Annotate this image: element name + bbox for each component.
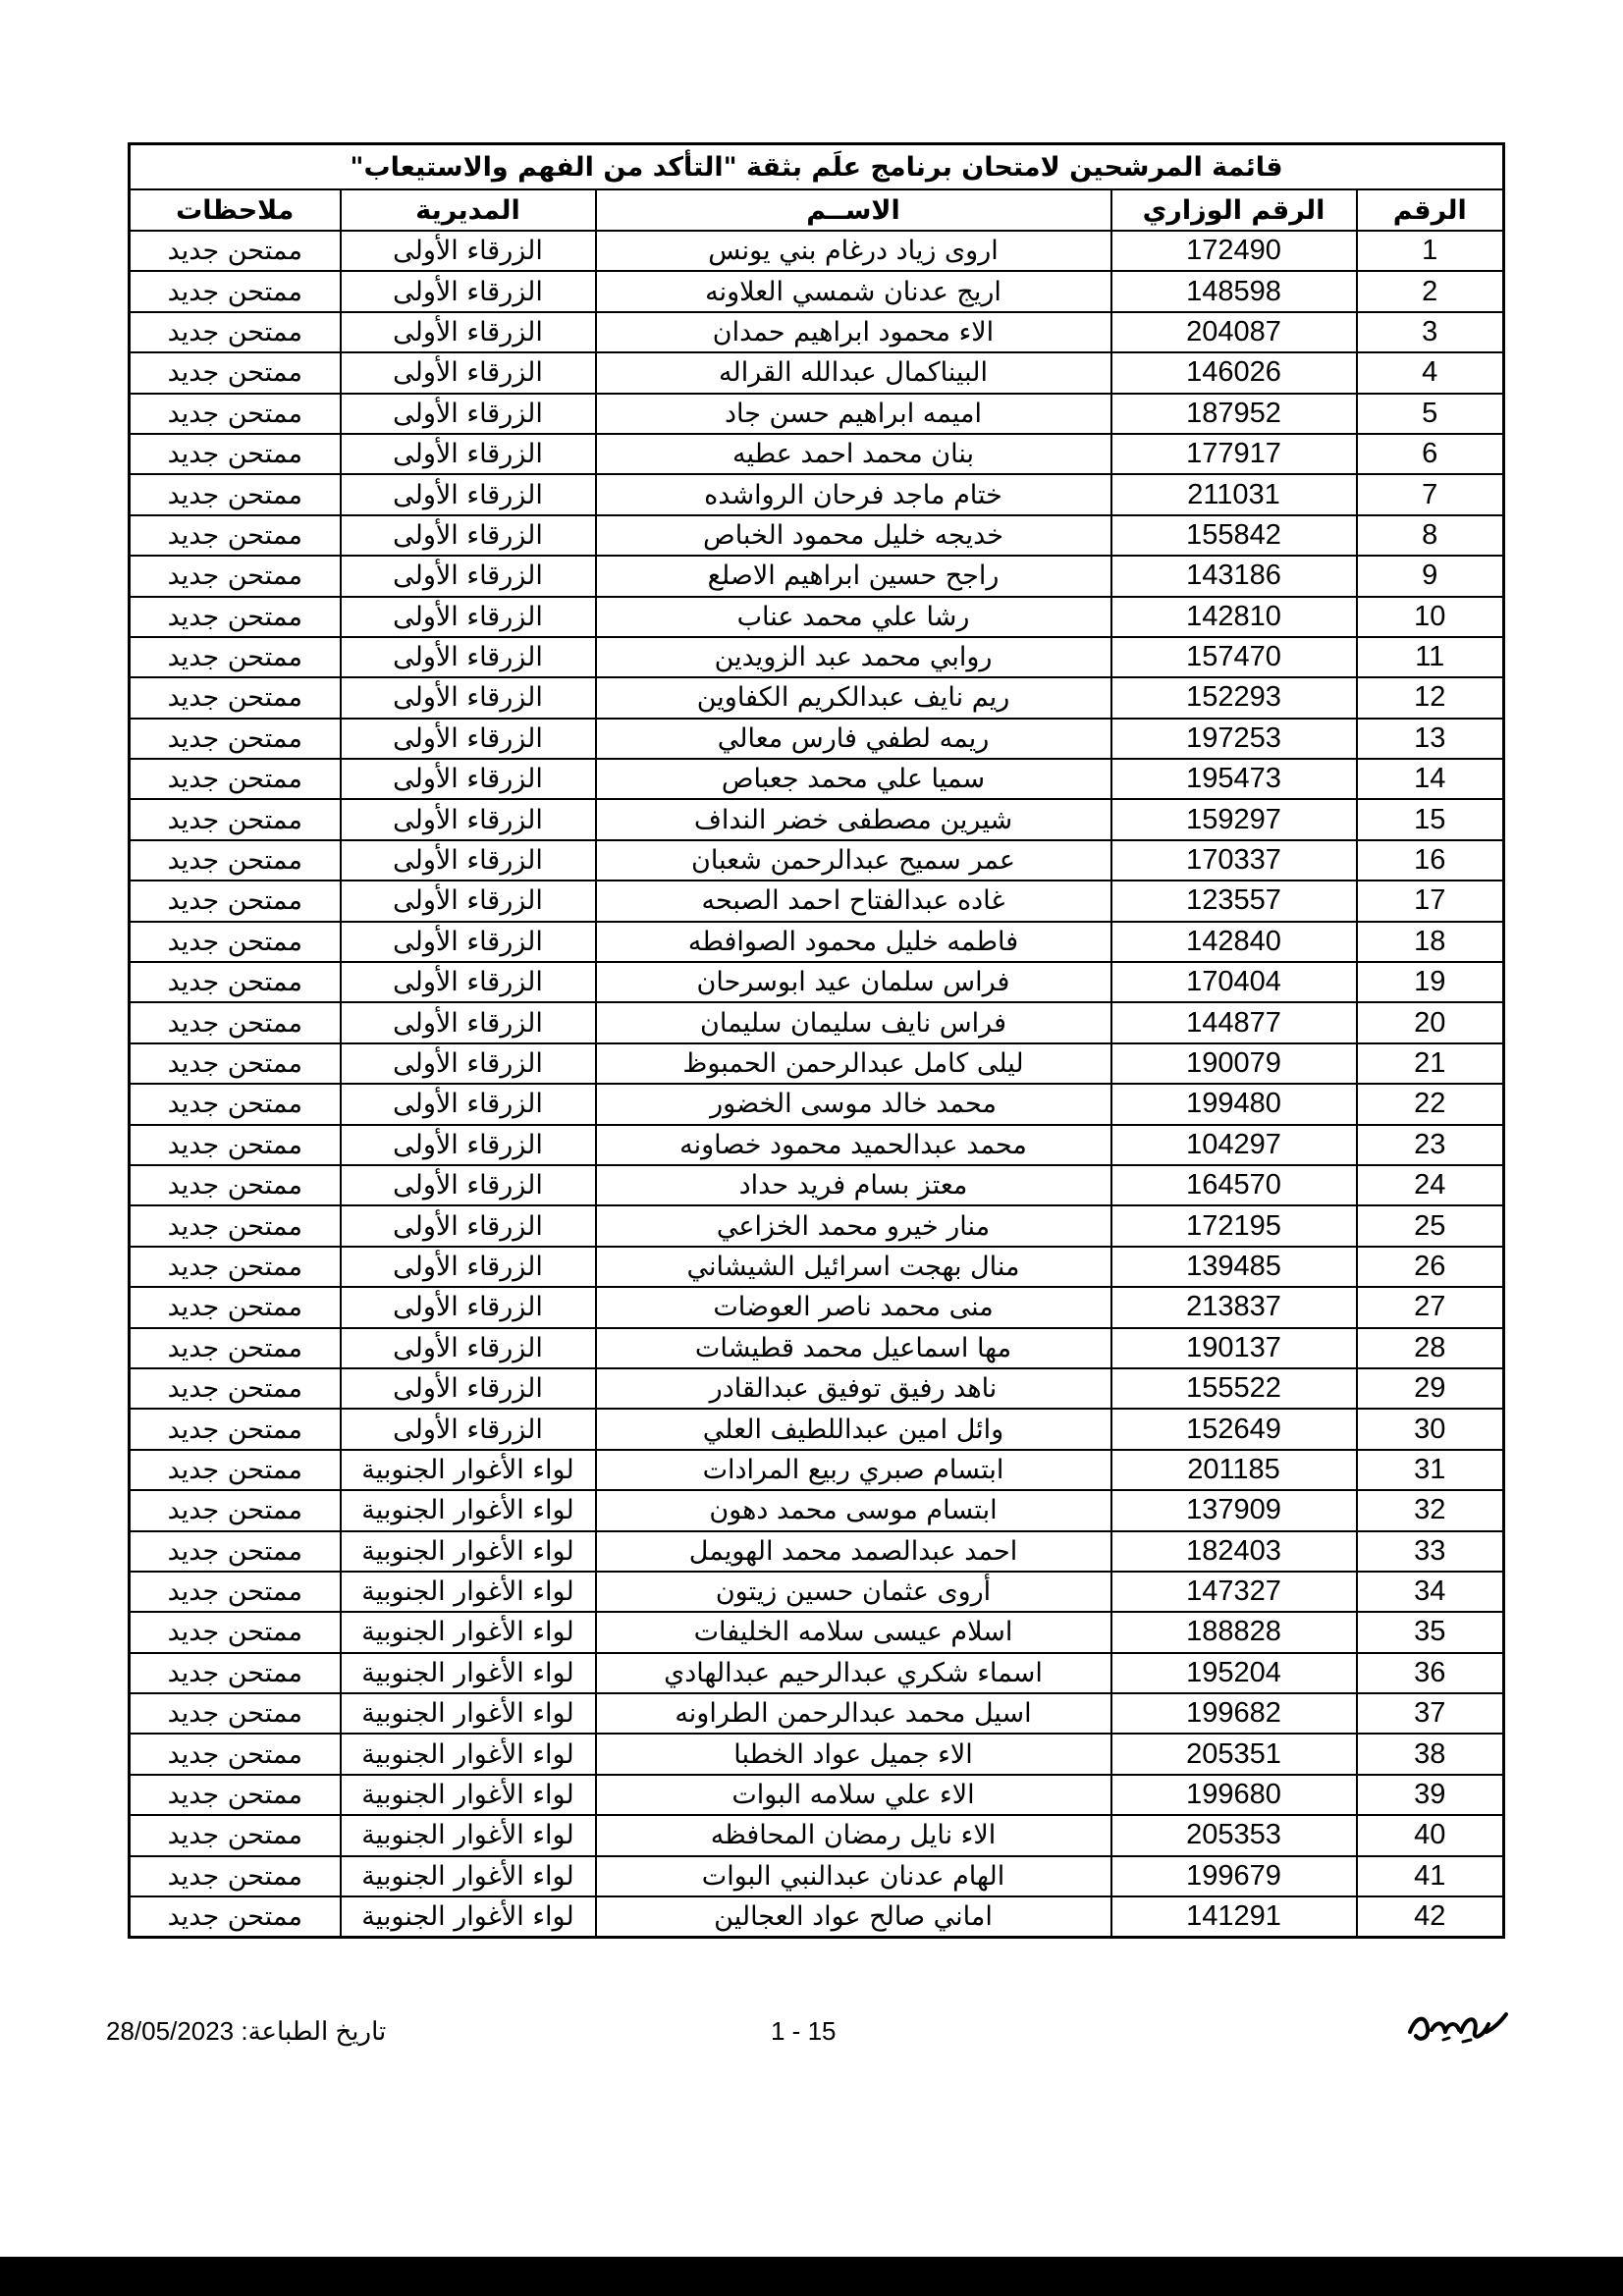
table-row [130, 597, 1504, 637]
cell-name: ابتسام صبري ربيع المرادات [596, 1450, 1111, 1490]
cell-number: 28 [1357, 1328, 1504, 1368]
cell-notes: ممتحن جديد [130, 840, 341, 881]
cell-name: عمر سميح عبدالرحمن شعبان [596, 840, 1111, 881]
cell-ministry-id: 197253 [1111, 719, 1357, 759]
cell-directorate: الزرقاء الأولى [341, 1205, 596, 1246]
cell-directorate: لواء الأغوار الجنوبية [341, 1856, 596, 1896]
cell-directorate: الزرقاء الأولى [341, 556, 596, 596]
cell-directorate: الزرقاء الأولى [341, 1409, 596, 1449]
cell-directorate: لواء الأغوار الجنوبية [341, 1490, 596, 1530]
cell-notes: ممتحن جديد [130, 556, 341, 596]
cell-number: 24 [1357, 1165, 1504, 1205]
cell-name: ختام ماجد فرحان الرواشده [596, 474, 1111, 514]
cell-name: غاده عبدالفتاح احمد الصبحه [596, 881, 1111, 921]
cell-number: 22 [1357, 1084, 1504, 1124]
scan-bottom-band [0, 2257, 1623, 2296]
cell-directorate: لواء الأغوار الجنوبية [341, 1815, 596, 1855]
table-row [130, 1002, 1504, 1042]
table-row [130, 434, 1504, 474]
cell-number: 1 [1357, 231, 1504, 271]
cell-notes: ممتحن جديد [130, 1328, 341, 1368]
cell-name: اسيل محمد عبدالرحمن الطراونه [596, 1693, 1111, 1734]
cell-number: 26 [1357, 1247, 1504, 1287]
cell-ministry-id: 148598 [1111, 271, 1357, 311]
cell-ministry-id: 199680 [1111, 1775, 1357, 1815]
cell-number: 25 [1357, 1205, 1504, 1246]
cell-number: 17 [1357, 881, 1504, 921]
cell-number: 29 [1357, 1368, 1504, 1409]
cell-ministry-id: 188828 [1111, 1612, 1357, 1652]
cell-ministry-id: 144877 [1111, 1002, 1357, 1042]
cell-notes: ممتحن جديد [130, 1165, 341, 1205]
cell-ministry-id: 159297 [1111, 799, 1357, 839]
table-row [130, 719, 1504, 759]
cell-ministry-id: 139485 [1111, 1247, 1357, 1287]
table-row [130, 556, 1504, 596]
cell-ministry-id: 104297 [1111, 1125, 1357, 1165]
cell-name: ريمه لطفي فارس معالي [596, 719, 1111, 759]
cell-directorate: الزرقاء الأولى [341, 1084, 596, 1124]
cell-ministry-id: 199679 [1111, 1856, 1357, 1896]
cell-name: اسلام عيسى سلامه الخليفات [596, 1612, 1111, 1652]
header-ministry-id: الرقم الوزاري [1111, 189, 1357, 231]
cell-directorate: لواء الأغوار الجنوبية [341, 1693, 596, 1734]
cell-ministry-id: 141291 [1111, 1896, 1357, 1938]
cell-directorate: الزرقاء الأولى [341, 637, 596, 677]
table-row [130, 1409, 1504, 1449]
cell-notes: ممتحن جديد [130, 1002, 341, 1042]
cell-notes: ممتحن جديد [130, 922, 341, 962]
cell-directorate: لواء الأغوار الجنوبية [341, 1653, 596, 1693]
cell-number: 34 [1357, 1572, 1504, 1612]
cell-name: منال بهجت اسرائيل الشيشاني [596, 1247, 1111, 1287]
cell-number: 35 [1357, 1612, 1504, 1652]
table-row [130, 637, 1504, 677]
cell-ministry-id: 172195 [1111, 1205, 1357, 1246]
cell-number: 8 [1357, 515, 1504, 556]
table-row [130, 1205, 1504, 1246]
cell-name: ناهد رفيق توفيق عبدالقادر [596, 1368, 1111, 1409]
cell-ministry-id: 190137 [1111, 1328, 1357, 1368]
cell-name: اميمه ابراهيم حسن جاد [596, 394, 1111, 434]
cell-number: 42 [1357, 1896, 1504, 1938]
cell-ministry-id: 137909 [1111, 1490, 1357, 1530]
cell-directorate: الزرقاء الأولى [341, 1165, 596, 1205]
cell-directorate: لواء الأغوار الجنوبية [341, 1775, 596, 1815]
header-name: الاســم [596, 189, 1111, 231]
cell-number: 9 [1357, 556, 1504, 596]
cell-notes: ممتحن جديد [130, 474, 341, 514]
cell-directorate: الزرقاء الأولى [341, 1287, 596, 1327]
cell-ministry-id: 199480 [1111, 1084, 1357, 1124]
cell-ministry-id: 146026 [1111, 352, 1357, 393]
cell-directorate: لواء الأغوار الجنوبية [341, 1734, 596, 1774]
cell-ministry-id: 143186 [1111, 556, 1357, 596]
candidates-table [128, 142, 1505, 1939]
cell-directorate: الزرقاء الأولى [341, 231, 596, 271]
cell-number: 2 [1357, 271, 1504, 311]
cell-notes: ممتحن جديد [130, 881, 341, 921]
cell-ministry-id: 170404 [1111, 962, 1357, 1002]
table-row [130, 352, 1504, 393]
cell-directorate: الزرقاء الأولى [341, 1328, 596, 1368]
cell-ministry-id: 164570 [1111, 1165, 1357, 1205]
cell-ministry-id: 201185 [1111, 1450, 1357, 1490]
cell-notes: ممتحن جديد [130, 1247, 341, 1287]
cell-name: ريم نايف عبدالكريم الكفاوين [596, 677, 1111, 718]
cell-number: 41 [1357, 1856, 1504, 1896]
cell-name: معتز بسام فريد حداد [596, 1165, 1111, 1205]
cell-name: منى محمد ناصر العوضات [596, 1287, 1111, 1327]
cell-directorate: الزرقاء الأولى [341, 352, 596, 393]
cell-ministry-id: 152649 [1111, 1409, 1357, 1449]
cell-notes: ممتحن جديد [130, 1409, 341, 1449]
cell-directorate: الزرقاء الأولى [341, 1368, 596, 1409]
cell-name: اروى زياد درغام بني يونس [596, 231, 1111, 271]
cell-name: اسماء شكري عبدالرحيم عبدالهادي [596, 1653, 1111, 1693]
table-row [130, 271, 1504, 311]
cell-ministry-id: 213837 [1111, 1287, 1357, 1327]
table-row [130, 1734, 1504, 1774]
cell-directorate: الزرقاء الأولى [341, 1002, 596, 1042]
cell-name: الاء نايل رمضان المحافظه [596, 1815, 1111, 1855]
cell-notes: ممتحن جديد [130, 1815, 341, 1855]
cell-notes: ممتحن جديد [130, 759, 341, 799]
cell-ministry-id: 195473 [1111, 759, 1357, 799]
cell-number: 18 [1357, 922, 1504, 962]
cell-ministry-id: 123557 [1111, 881, 1357, 921]
cell-notes: ممتحن جديد [130, 799, 341, 839]
cell-notes: ممتحن جديد [130, 1490, 341, 1530]
cell-notes: ممتحن جديد [130, 312, 341, 352]
cell-number: 27 [1357, 1287, 1504, 1327]
cell-name: الاء محمود ابراهيم حمدان [596, 312, 1111, 352]
cell-number: 33 [1357, 1531, 1504, 1572]
cell-directorate: الزرقاء الأولى [341, 434, 596, 474]
cell-number: 11 [1357, 637, 1504, 677]
table-row [130, 515, 1504, 556]
cell-notes: ممتحن جديد [130, 1125, 341, 1165]
cell-directorate: الزرقاء الأولى [341, 1043, 596, 1084]
cell-directorate: الزرقاء الأولى [341, 474, 596, 514]
cell-name: فاطمه خليل محمود الصوافطه [596, 922, 1111, 962]
cell-notes: ممتحن جديد [130, 394, 341, 434]
cell-ministry-id: 187952 [1111, 394, 1357, 434]
cell-ministry-id: 157470 [1111, 637, 1357, 677]
cell-number: 36 [1357, 1653, 1504, 1693]
cell-number: 37 [1357, 1693, 1504, 1734]
table-row [130, 962, 1504, 1002]
table-row [130, 1450, 1504, 1490]
cell-number: 5 [1357, 394, 1504, 434]
cell-ministry-id: 182403 [1111, 1531, 1357, 1572]
table-row [130, 1531, 1504, 1572]
cell-directorate: لواء الأغوار الجنوبية [341, 1896, 596, 1938]
cell-name: احمد عبدالصمد محمد الهويمل [596, 1531, 1111, 1572]
cell-notes: ممتحن جديد [130, 1205, 341, 1246]
table-row [130, 922, 1504, 962]
cell-name: اماني صالح عواد العجالين [596, 1896, 1111, 1938]
page-number: 1 - 15 [771, 2016, 837, 2046]
table-row [130, 1043, 1504, 1084]
cell-number: 40 [1357, 1815, 1504, 1855]
cell-directorate: الزرقاء الأولى [341, 597, 596, 637]
table-row [130, 474, 1504, 514]
cell-notes: ممتحن جديد [130, 352, 341, 393]
cell-ministry-id: 142810 [1111, 597, 1357, 637]
cell-directorate: الزرقاء الأولى [341, 840, 596, 881]
table-row [130, 1368, 1504, 1409]
cell-notes: ممتحن جديد [130, 1368, 341, 1409]
cell-ministry-id: 205351 [1111, 1734, 1357, 1774]
cell-number: 38 [1357, 1734, 1504, 1774]
cell-number: 12 [1357, 677, 1504, 718]
cell-directorate: الزرقاء الأولى [341, 922, 596, 962]
cell-notes: ممتحن جديد [130, 1856, 341, 1896]
table-row [130, 1815, 1504, 1855]
cell-notes: ممتحن جديد [130, 1450, 341, 1490]
cell-name: روابي محمد عبد الزويدين [596, 637, 1111, 677]
table-header-row [130, 189, 1504, 231]
cell-notes: ممتحن جديد [130, 1693, 341, 1734]
cell-notes: ممتحن جديد [130, 515, 341, 556]
cell-directorate: الزرقاء الأولى [341, 759, 596, 799]
cell-notes: ممتحن جديد [130, 637, 341, 677]
cell-directorate: الزرقاء الأولى [341, 1247, 596, 1287]
cell-notes: ممتحن جديد [130, 1653, 341, 1693]
cell-number: 32 [1357, 1490, 1504, 1530]
cell-notes: ممتحن جديد [130, 1287, 341, 1327]
cell-directorate: لواء الأغوار الجنوبية [341, 1572, 596, 1612]
cell-directorate: الزرقاء الأولى [341, 1125, 596, 1165]
cell-ministry-id: 177917 [1111, 434, 1357, 474]
cell-notes: ممتحن جديد [130, 231, 341, 271]
header-notes: ملاحظات [130, 189, 341, 231]
cell-directorate: الزرقاء الأولى [341, 677, 596, 718]
cell-ministry-id: 155522 [1111, 1368, 1357, 1409]
cell-number: 6 [1357, 434, 1504, 474]
cell-directorate: الزرقاء الأولى [341, 719, 596, 759]
cell-notes: ممتحن جديد [130, 434, 341, 474]
cell-notes: ممتحن جديد [130, 1734, 341, 1774]
print-date: تاريخ الطباعة: 28/05/2023 [106, 2016, 387, 2046]
cell-directorate: الزرقاء الأولى [341, 881, 596, 921]
cell-name: شيرين مصطفى خضر النداف [596, 799, 1111, 839]
table-body [130, 231, 1504, 1938]
cell-directorate: الزرقاء الأولى [341, 271, 596, 311]
cell-number: 13 [1357, 719, 1504, 759]
cell-name: الهام عدنان عبدالنبي البوات [596, 1856, 1111, 1896]
table-row [130, 1165, 1504, 1205]
cell-notes: ممتحن جديد [130, 1775, 341, 1815]
table-row [130, 1653, 1504, 1693]
cell-name: مها اسماعيل محمد قطيشات [596, 1328, 1111, 1368]
cell-notes: ممتحن جديد [130, 1896, 341, 1938]
cell-directorate: لواء الأغوار الجنوبية [341, 1531, 596, 1572]
cell-name: منار خيرو محمد الخزاعي [596, 1205, 1111, 1246]
cell-number: 4 [1357, 352, 1504, 393]
signature-icon [1404, 2002, 1512, 2052]
cell-directorate: الزرقاء الأولى [341, 394, 596, 434]
table-row [130, 759, 1504, 799]
table-row [130, 231, 1504, 271]
table-row [130, 312, 1504, 352]
cell-directorate: لواء الأغوار الجنوبية [341, 1612, 596, 1652]
cell-number: 7 [1357, 474, 1504, 514]
header-number: الرقم [1357, 189, 1504, 231]
table-row [130, 1490, 1504, 1530]
table-row [130, 677, 1504, 718]
cell-name: بنان محمد احمد عطيه [596, 434, 1111, 474]
cell-ministry-id: 211031 [1111, 474, 1357, 514]
table-row [130, 1247, 1504, 1287]
cell-notes: ممتحن جديد [130, 1084, 341, 1124]
cell-number: 21 [1357, 1043, 1504, 1084]
table-row [130, 1084, 1504, 1124]
cell-name: فراس سلمان عيد ابوسرحان [596, 962, 1111, 1002]
cell-notes: ممتحن جديد [130, 271, 341, 311]
table-row [130, 1896, 1504, 1938]
cell-number: 20 [1357, 1002, 1504, 1042]
cell-ministry-id: 195204 [1111, 1653, 1357, 1693]
table-row [130, 1612, 1504, 1652]
table-row [130, 394, 1504, 434]
cell-ministry-id: 147327 [1111, 1572, 1357, 1612]
cell-ministry-id: 172490 [1111, 231, 1357, 271]
cell-number: 10 [1357, 597, 1504, 637]
cell-number: 19 [1357, 962, 1504, 1002]
table-title: قائمة المرشحين لامتحان برنامج علَم بثقة "التأكد من الفهم والاستيعاب" [130, 144, 1504, 190]
table-row [130, 881, 1504, 921]
cell-name: فراس نايف سليمان سليمان [596, 1002, 1111, 1042]
cell-directorate: الزرقاء الأولى [341, 515, 596, 556]
cell-name: وائل امين عبداللطيف العلي [596, 1409, 1111, 1449]
cell-name: خديجه خليل محمود الخباص [596, 515, 1111, 556]
cell-ministry-id: 170337 [1111, 840, 1357, 881]
cell-name: البيناكمال عبدالله القراله [596, 352, 1111, 393]
cell-name: ليلى كامل عبدالرحمن الحمبوظ [596, 1043, 1111, 1084]
cell-ministry-id: 204087 [1111, 312, 1357, 352]
cell-directorate: الزرقاء الأولى [341, 962, 596, 1002]
cell-notes: ممتحن جديد [130, 1531, 341, 1572]
cell-name: راجح حسين ابراهيم الاصلع [596, 556, 1111, 596]
cell-number: 16 [1357, 840, 1504, 881]
cell-notes: ممتحن جديد [130, 719, 341, 759]
table-row [130, 1693, 1504, 1734]
cell-notes: ممتحن جديد [130, 1612, 341, 1652]
cell-ministry-id: 142840 [1111, 922, 1357, 962]
table-row [130, 1775, 1504, 1815]
cell-name: الاء جميل عواد الخطبا [596, 1734, 1111, 1774]
table-row [130, 1856, 1504, 1896]
cell-number: 39 [1357, 1775, 1504, 1815]
cell-notes: ممتحن جديد [130, 597, 341, 637]
cell-notes: ممتحن جديد [130, 1572, 341, 1612]
cell-ministry-id: 205353 [1111, 1815, 1357, 1855]
cell-notes: ممتحن جديد [130, 677, 341, 718]
table-row [130, 799, 1504, 839]
cell-name: رشا علي محمد عناب [596, 597, 1111, 637]
cell-name: سميا علي محمد جعباص [596, 759, 1111, 799]
cell-number: 31 [1357, 1450, 1504, 1490]
cell-number: 14 [1357, 759, 1504, 799]
cell-notes: ممتحن جديد [130, 1043, 341, 1084]
table-row [130, 1287, 1504, 1327]
cell-number: 23 [1357, 1125, 1504, 1165]
cell-name: أروى عثمان حسين زيتون [596, 1572, 1111, 1612]
cell-ministry-id: 152293 [1111, 677, 1357, 718]
table-row [130, 840, 1504, 881]
cell-ministry-id: 199682 [1111, 1693, 1357, 1734]
cell-name: اريج عدنان شمسي العلاونه [596, 271, 1111, 311]
cell-number: 30 [1357, 1409, 1504, 1449]
cell-directorate: لواء الأغوار الجنوبية [341, 1450, 596, 1490]
cell-ministry-id: 155842 [1111, 515, 1357, 556]
table-row [130, 1125, 1504, 1165]
table-row [130, 1328, 1504, 1368]
cell-notes: ممتحن جديد [130, 962, 341, 1002]
cell-name: محمد عبدالحميد محمود خصاونه [596, 1125, 1111, 1165]
table-row [130, 1572, 1504, 1612]
cell-name: ابتسام موسى محمد دهون [596, 1490, 1111, 1530]
cell-directorate: الزرقاء الأولى [341, 312, 596, 352]
cell-number: 3 [1357, 312, 1504, 352]
cell-name: محمد خالد موسى الخضور [596, 1084, 1111, 1124]
cell-directorate: الزرقاء الأولى [341, 799, 596, 839]
cell-ministry-id: 190079 [1111, 1043, 1357, 1084]
cell-number: 15 [1357, 799, 1504, 839]
header-directorate: المديرية [341, 189, 596, 231]
cell-name: الاء علي سلامه البوات [596, 1775, 1111, 1815]
